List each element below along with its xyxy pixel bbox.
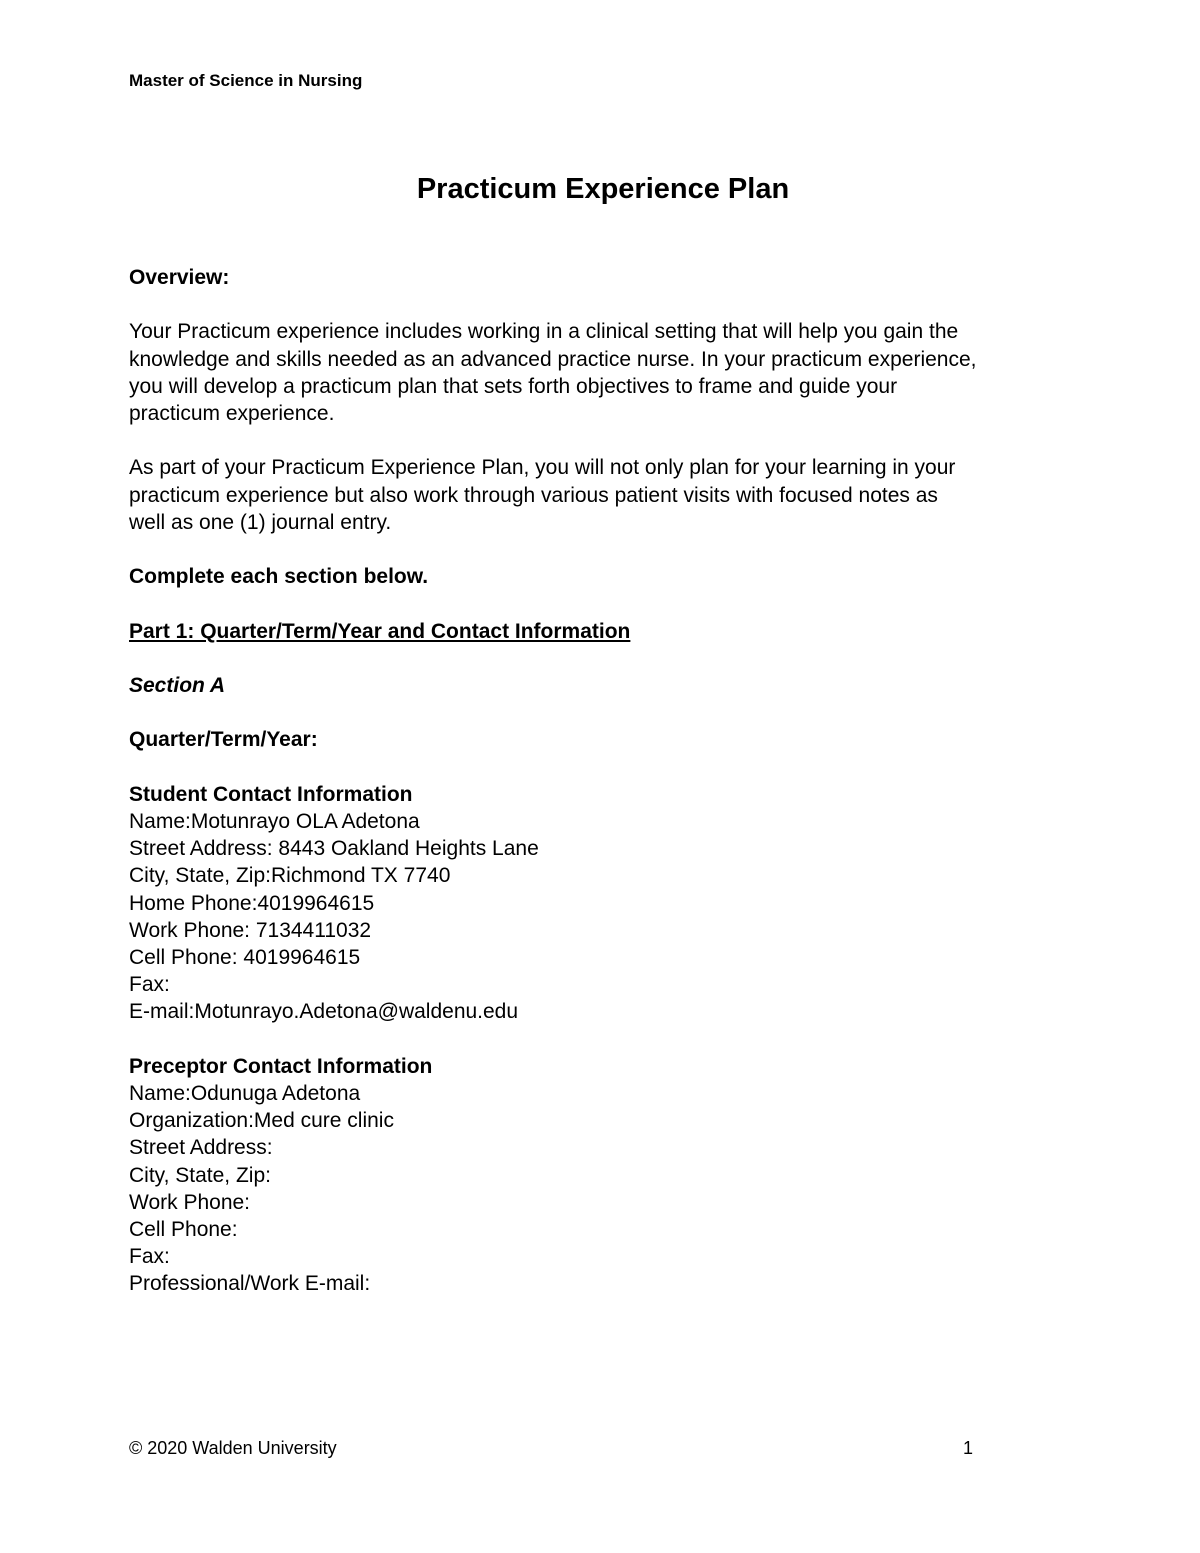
student-home-phone-line: Home Phone:4019964615 [129,891,375,915]
preceptor-email-line: Professional/Work E-mail: [129,1272,371,1296]
preceptor-organization-line: Organization:Med cure clinic [129,1109,394,1133]
preceptor-street-line: Street Address: [129,1136,273,1160]
spacer [129,1026,1089,1053]
spacer [129,536,1089,563]
preceptor-city-line: City, State, Zip: [129,1163,271,1187]
preceptor-work-phone-line: Work Phone: [129,1190,251,1214]
spacer [129,427,1089,454]
overview-line: you will develop a practicum plan that sets forth objectives to frame and guide your [129,374,898,398]
student-street-line: Street Address: 8443 Oakland Heights Lane [129,837,539,861]
student-work-phone-line: Work Phone: 7134411032 [129,918,372,942]
student-fax-line: Fax: [129,973,170,997]
overview-line: practicum experience but also work through various patient visits with focused notes as [129,483,938,507]
overview-line: Your Practicum experience includes working in a clinical setting that will help you gain the [129,320,959,344]
spacer [129,590,1089,617]
spacer [129,291,1089,318]
overview-heading: Overview: [129,266,230,289]
student-city-line: City, State, Zip:Richmond TX 7740 [129,864,451,888]
quarter-term-year-label: Quarter/Term/Year: [129,728,318,752]
running-header: Master of Science in Nursing [129,71,363,90]
overview-line: knowledge and skills needed as an advanced practice nurse. In your practicum experience, [129,347,977,371]
document-body [129,264,1089,1298]
section-a-heading: Section A [129,673,226,697]
preceptor-name-line: Name:Odunuga Adetona [129,1081,361,1105]
student-cell-phone-line: Cell Phone: 4019964615 [129,945,361,969]
overview-line: well as one (1) journal entry. [129,510,392,534]
student-email-line: E-mail:Motunrayo.Adetona@waldenu.edu [129,1000,519,1024]
overview-line: practicum experience. [129,402,335,425]
overview-line: As part of your Practicum Experience Plan, you will not only plan for your learning in your [129,456,956,480]
part1-heading: Part 1: Quarter/Term/Year and Contact Information [129,619,631,643]
student-contact-heading: Student Contact Information [129,782,413,806]
footer-copyright: © 2020 Walden University [129,1438,337,1458]
spacer [129,699,1089,726]
preceptor-cell-phone-line: Cell Phone: [129,1217,238,1241]
instruction-text: Complete each section below. [129,565,429,589]
spacer [129,754,1089,781]
preceptor-contact-heading: Preceptor Contact Information [129,1054,433,1078]
document-title: Practicum Experience Plan [416,173,790,205]
student-name-line: Name:Motunrayo OLA Adetona [129,809,420,833]
preceptor-fax-line: Fax: [129,1245,170,1269]
page-number: 1 [963,1438,974,1458]
spacer [129,645,1089,672]
